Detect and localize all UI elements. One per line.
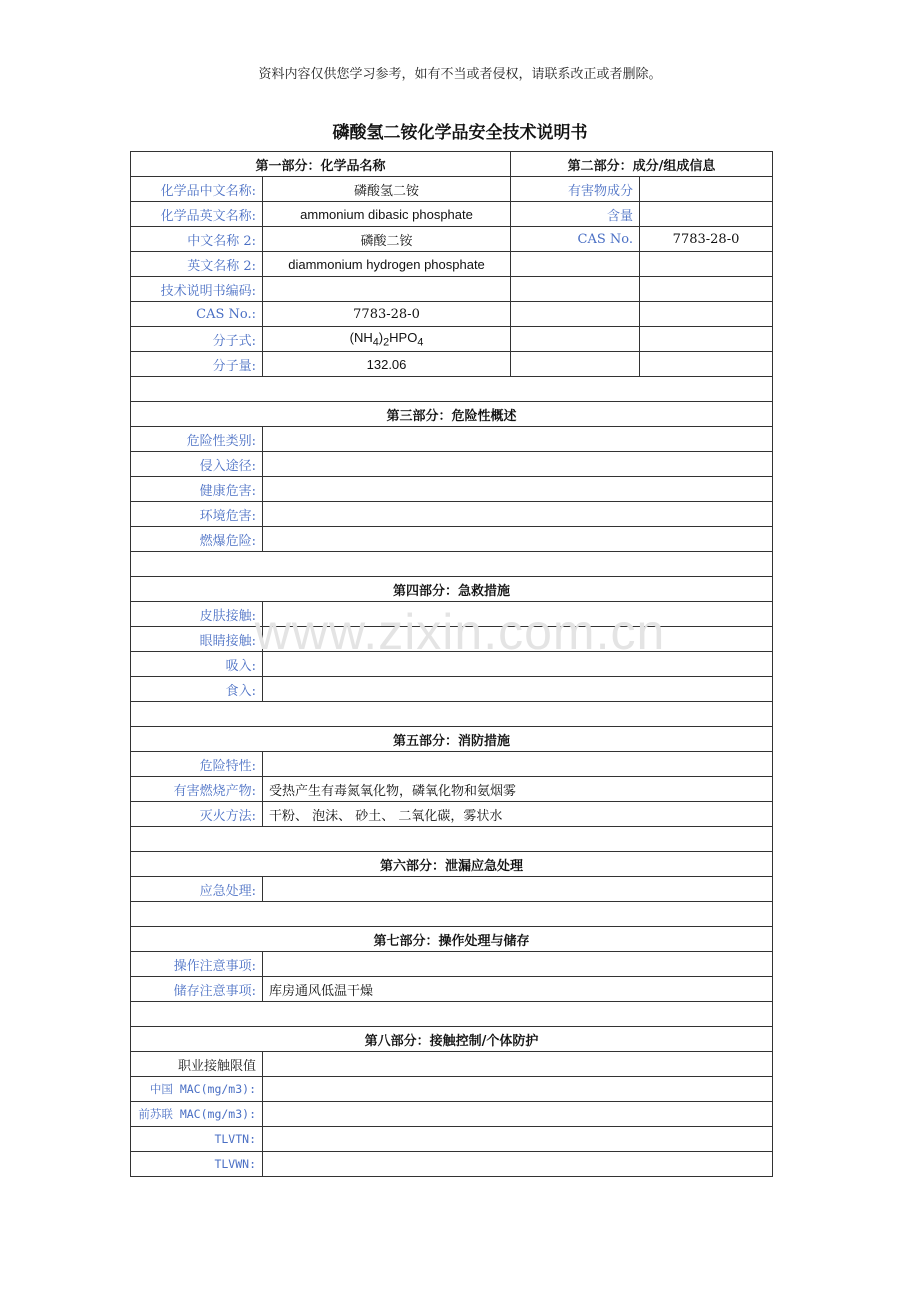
- table-row: [131, 752, 773, 777]
- en-name-value: ammonium dibasic phosphate: [263, 202, 511, 227]
- empty-cell: [511, 277, 640, 302]
- table-row: [131, 1027, 773, 1052]
- table-row: [131, 1152, 773, 1177]
- inhalation-label: 吸入:: [131, 652, 263, 677]
- table-row: [131, 427, 773, 452]
- empty-cell: [640, 302, 773, 327]
- hazard-component-label: 有害物成分: [511, 177, 640, 202]
- section-heading-part5: 第五部分：消防措施: [131, 727, 773, 752]
- env-hazard-value: [263, 502, 773, 527]
- spacer-row: [131, 827, 773, 852]
- exposure-route-label: 侵入途径:: [131, 452, 263, 477]
- explosion-hazard-label: 燃爆危险:: [131, 527, 263, 552]
- hazard-class-value: [263, 427, 773, 452]
- en-name2-value: diammonium hydrogen phosphate: [263, 252, 511, 277]
- table-row: [131, 152, 773, 177]
- spacer-cell: [131, 377, 773, 402]
- skin-contact-value: [263, 602, 773, 627]
- table-row: [131, 1102, 773, 1127]
- empty-cell: [640, 352, 773, 377]
- spacer-cell: [131, 552, 773, 577]
- section-heading-part6: 第六部分：泄漏应急处理: [131, 852, 773, 877]
- exposure-limit-label: 职业接触限值: [131, 1052, 263, 1077]
- table-row: [131, 777, 773, 802]
- hazard-component-value: [640, 177, 773, 202]
- formula-value: [263, 327, 511, 352]
- code-label: 技术说明书编码:: [131, 277, 263, 302]
- ussr-mac-value: [263, 1102, 773, 1127]
- table-row: [131, 527, 773, 552]
- watermark: www.zixin.com.cn: [254, 604, 666, 660]
- spacer-row: [131, 1002, 773, 1027]
- table-row: [131, 577, 773, 602]
- table-row: [131, 852, 773, 877]
- cas-value: 7783-28-0: [263, 302, 511, 327]
- spacer-cell: [131, 902, 773, 927]
- section-heading-part7: 第七部分：操作处理与储存: [131, 927, 773, 952]
- ingestion-label: 食入:: [131, 677, 263, 702]
- cn-name2-value: 磷酸二铵: [263, 227, 511, 252]
- table-row: [131, 727, 773, 752]
- tlvtn-value: [263, 1127, 773, 1152]
- health-hazard-label: 健康危害:: [131, 477, 263, 502]
- table-row: [131, 402, 773, 427]
- table-row: [131, 1077, 773, 1102]
- empty-cell: [511, 302, 640, 327]
- msds-table: [130, 151, 773, 1177]
- table-row: [131, 652, 773, 677]
- empty-cell: [640, 277, 773, 302]
- table-row: [131, 1127, 773, 1152]
- table-row: [131, 252, 773, 277]
- table-row: [131, 302, 773, 327]
- table-row: [131, 1052, 773, 1077]
- section-heading-part1: 第一部分：化学品名称: [131, 152, 511, 177]
- spacer-row: [131, 552, 773, 577]
- table-row: [131, 352, 773, 377]
- table-row: [131, 177, 773, 202]
- spacer-row: [131, 702, 773, 727]
- extinguish-method-label: 灭火方法:: [131, 802, 263, 827]
- table-row: [131, 227, 773, 252]
- formula-label: 分子式:: [131, 327, 263, 352]
- emergency-value: [263, 877, 773, 902]
- formula-subscript: 4: [372, 336, 379, 349]
- formula-part: ): [378, 329, 384, 345]
- table-row: [131, 677, 773, 702]
- china-mac-label: 中国 MAC(mg/m3):: [131, 1077, 263, 1102]
- ussr-mac-label: 前苏联 MAC(mg/m3):: [131, 1102, 263, 1127]
- tlvwn-value: [263, 1152, 773, 1177]
- skin-contact-label: 皮肤接触:: [131, 602, 263, 627]
- spacer-cell: [131, 827, 773, 852]
- formula-subscript: 2: [383, 336, 390, 349]
- cn-name-label: 化学品中文名称:: [131, 177, 263, 202]
- health-hazard-value: [263, 477, 773, 502]
- content-label: 含量: [511, 202, 640, 227]
- table-row: [131, 802, 773, 827]
- ingestion-value: [263, 677, 773, 702]
- hazard-class-label: 危险性类别:: [131, 427, 263, 452]
- table-row: [131, 602, 773, 627]
- disclaimer-text: 资料内容仅供您学习参考，如有不当或者侵权，请联系改正或者删除。: [258, 67, 662, 82]
- en-name-label: 化学品英文名称:: [131, 202, 263, 227]
- section-heading-part4: 第四部分：急救措施: [131, 577, 773, 602]
- hazard-property-value: [263, 752, 773, 777]
- section-heading-part2: 第二部分：成分/组成信息: [511, 152, 773, 177]
- formula-part: (NH: [349, 329, 373, 345]
- table-row: [131, 877, 773, 902]
- content-value: [640, 202, 773, 227]
- table-row: [131, 327, 773, 352]
- part2-cas-label: CAS No.: [511, 227, 640, 252]
- table-row: [131, 202, 773, 227]
- exposure-route-value: [263, 452, 773, 477]
- handling-value: [263, 952, 773, 977]
- table-row: [131, 477, 773, 502]
- part2-cas-value: 7783-28-0: [640, 227, 773, 252]
- tlvwn-label: TLVWN:: [131, 1152, 263, 1177]
- empty-cell: [511, 252, 640, 277]
- storage-value: 库房通风低温干燥: [263, 977, 773, 1002]
- eye-contact-value: [263, 627, 773, 652]
- empty-cell: [640, 252, 773, 277]
- spacer-row: [131, 377, 773, 402]
- handling-label: 操作注意事项:: [131, 952, 263, 977]
- table-row: [131, 952, 773, 977]
- spacer-cell: [131, 1002, 773, 1027]
- empty-cell: [640, 327, 773, 352]
- cas-label: CAS No.:: [131, 302, 263, 327]
- extinguish-method-value: 干粉、 泡沫、 砂土、 二氧化碳，雾状水: [263, 802, 773, 827]
- combustion-products-label: 有害燃烧产物:: [131, 777, 263, 802]
- formula-part: HPO: [389, 329, 418, 345]
- code-value: [263, 277, 511, 302]
- exposure-limit-value: [263, 1052, 773, 1077]
- env-hazard-label: 环境危害:: [131, 502, 263, 527]
- storage-label: 储存注意事项:: [131, 977, 263, 1002]
- emergency-label: 应急处理:: [131, 877, 263, 902]
- table-row: [131, 452, 773, 477]
- section-heading-part8: 第八部分：接触控制/个体防护: [131, 1027, 773, 1052]
- formula-subscript: 4: [417, 336, 424, 349]
- cn-name-value: 磷酸氢二铵: [263, 177, 511, 202]
- eye-contact-label: 眼睛接触:: [131, 627, 263, 652]
- empty-cell: [511, 352, 640, 377]
- spacer-row: [131, 902, 773, 927]
- table-row: [131, 627, 773, 652]
- tlvtn-label: TLVTN:: [131, 1127, 263, 1152]
- table-row: [131, 277, 773, 302]
- table-row: [131, 502, 773, 527]
- combustion-products-value: 受热产生有毒氮氧化物，磷氧化物和氨烟雾: [263, 777, 773, 802]
- hazard-property-label: 危险特性:: [131, 752, 263, 777]
- cn-name2-label: 中文名称 2:: [131, 227, 263, 252]
- document-title: 磷酸氢二铵化学品安全技术说明书: [332, 123, 588, 143]
- empty-cell: [511, 327, 640, 352]
- table-row: [131, 927, 773, 952]
- section-heading-part3: 第三部分：危险性概述: [131, 402, 773, 427]
- explosion-hazard-value: [263, 527, 773, 552]
- spacer-cell: [131, 702, 773, 727]
- en-name2-label: 英文名称 2:: [131, 252, 263, 277]
- inhalation-value: [263, 652, 773, 677]
- china-mac-value: [263, 1077, 773, 1102]
- mw-value: 132.06: [263, 352, 511, 377]
- mw-label: 分子量:: [131, 352, 263, 377]
- table-row: [131, 977, 773, 1002]
